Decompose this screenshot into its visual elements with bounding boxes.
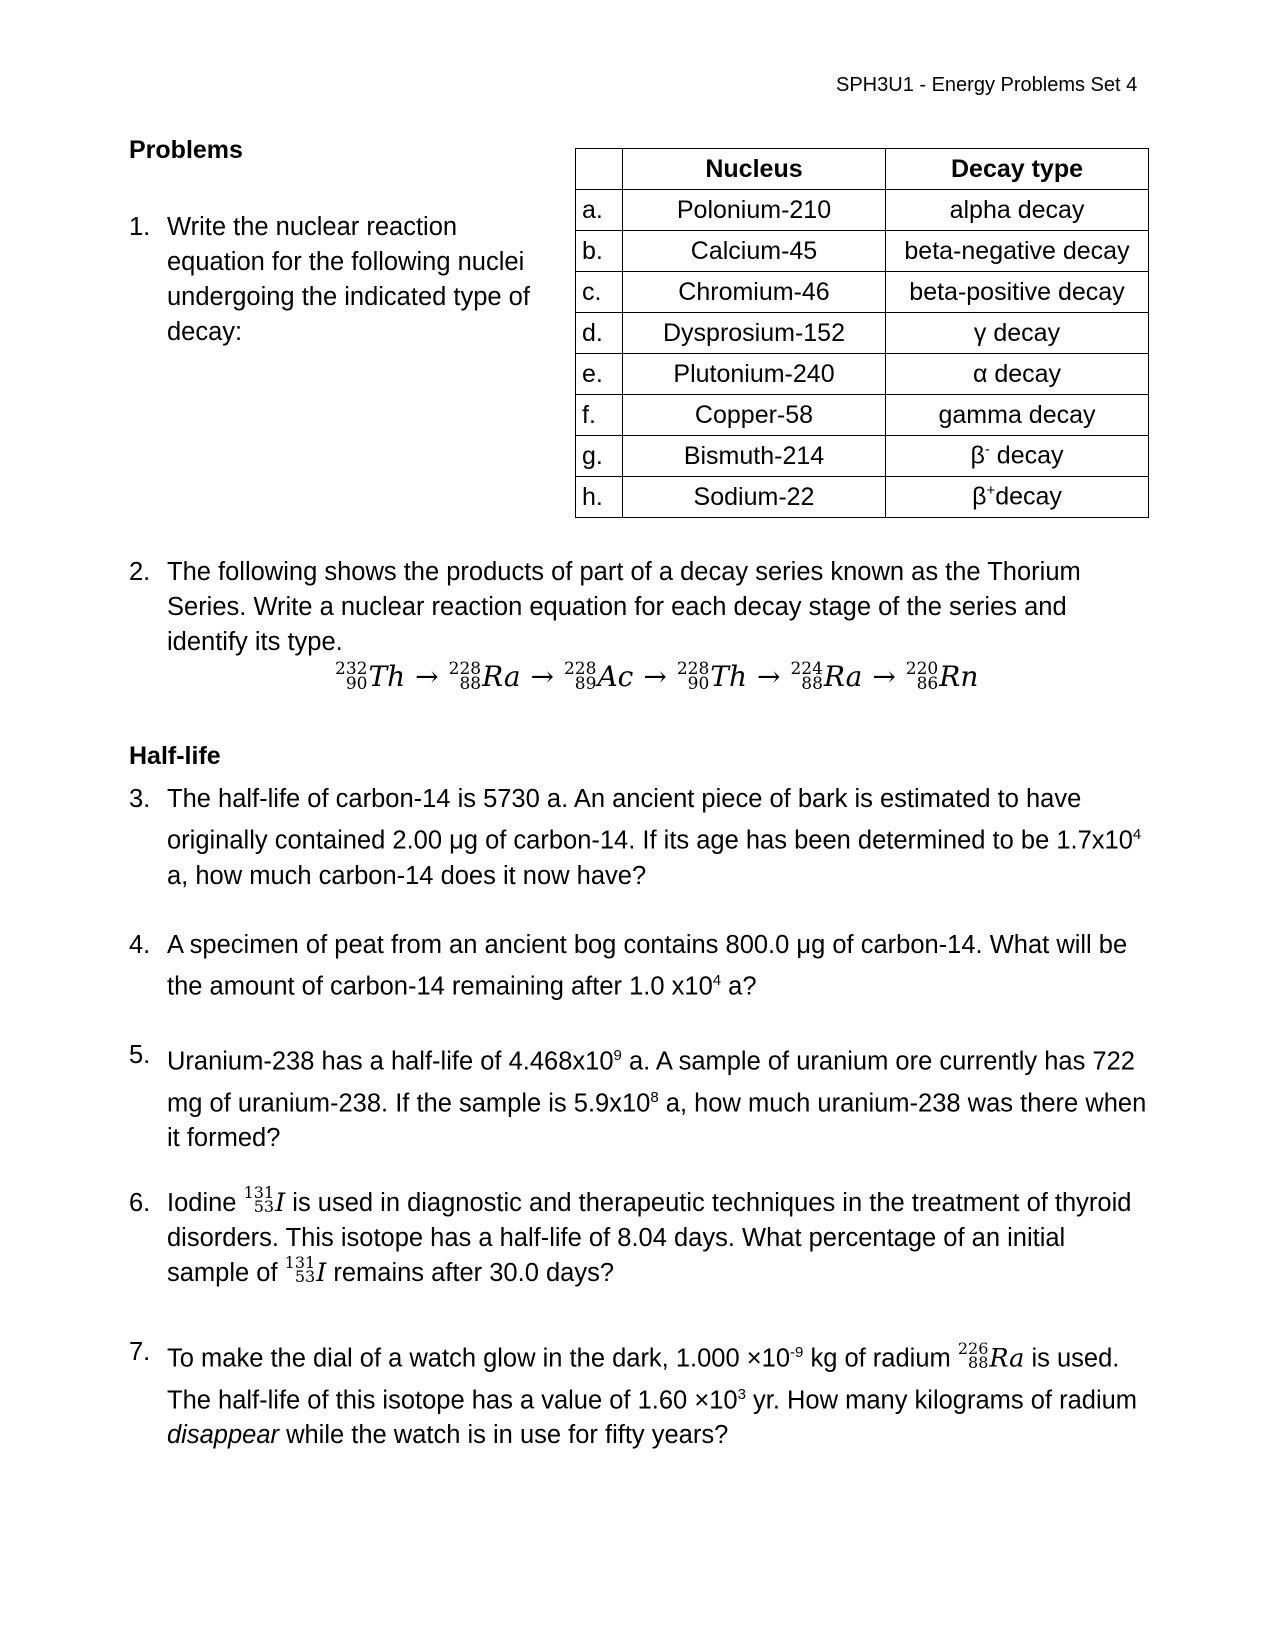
atomic-number: 90 — [345, 673, 368, 694]
atomic-number: 53 — [253, 1197, 275, 1217]
table-row — [576, 436, 1149, 477]
text-part: a. A sample of uranium ore currently has 722 mg of uranium-238. If the sample is 5.9x10 — [167, 1047, 1135, 1117]
row-letter: b. — [576, 231, 623, 272]
nuclide — [335, 660, 405, 694]
question-number: 4. — [129, 931, 151, 959]
question-text — [167, 1335, 1149, 1453]
atomic-number: 89 — [574, 673, 597, 694]
question-text — [167, 928, 1149, 1005]
arrow: → — [756, 660, 781, 693]
question-text — [167, 1038, 1149, 1156]
decay-sup: + — [986, 482, 996, 500]
question-5 — [129, 1038, 1149, 1156]
element-symbol: Rn — [939, 660, 979, 693]
header-cell: Nucleus — [623, 149, 886, 190]
thorium-series-equation — [335, 660, 978, 694]
exponent: -9 — [790, 1344, 804, 1361]
mass-number: 226 — [957, 1338, 989, 1358]
mass-number: 224 — [790, 658, 823, 679]
decay-cell — [886, 477, 1149, 518]
decay-base: β — [970, 441, 985, 470]
element-symbol: I — [316, 1258, 327, 1288]
mass-number: 232 — [335, 658, 368, 679]
decay-cell: α decay — [886, 354, 1149, 395]
element-symbol: I — [275, 1188, 286, 1218]
row-letter: d. — [576, 313, 623, 354]
question-number: 1. — [129, 213, 151, 241]
arrow: → — [415, 660, 439, 693]
text-part: remains after 30.0 days? — [326, 1259, 614, 1287]
text-part: yr. How many kilograms of radium — [745, 1386, 1138, 1414]
nucleus-cell: Bismuth-214 — [623, 436, 886, 477]
decay-cell: gamma decay — [886, 395, 1149, 436]
exponent: 4 — [712, 972, 722, 989]
row-letter: f. — [576, 395, 623, 436]
question-text: Write the nuclear reaction equation for the following nuclei undergoing the indicated type of decay: — [167, 213, 530, 346]
arrow: → — [530, 660, 554, 693]
question-7 — [129, 1335, 1149, 1453]
nuclide — [564, 660, 633, 694]
atomic-number: 86 — [916, 673, 939, 694]
text-part: while the watch is in use for fifty years? — [279, 1421, 729, 1449]
row-letter: c. — [576, 272, 623, 313]
question-1 — [129, 210, 559, 350]
question-3 — [129, 782, 1149, 894]
nuclide — [790, 660, 862, 694]
decay-base: β — [972, 482, 987, 511]
header-cell — [576, 149, 623, 190]
element-symbol: Ac — [597, 660, 634, 693]
nucleus-cell: Copper-58 — [623, 395, 886, 436]
nucleus-cell: Plutonium-240 — [623, 354, 886, 395]
section-heading-half-life: Half-life — [129, 742, 221, 770]
nucleus-cell: Sodium-22 — [623, 477, 886, 518]
nucleus-cell: Chromium-46 — [623, 272, 886, 313]
text-part: is used in diagnostic and therapeutic techniques in the treatment of thyroid disorders. This isotope has a half-life of 8.04 days. What percentage of an initial sample of — [167, 1189, 1132, 1287]
exponent: 4 — [1132, 826, 1142, 843]
question-4 — [129, 928, 1149, 1005]
emphasis-text: disappear — [167, 1421, 279, 1449]
nucleus-cell: Dysprosium-152 — [623, 313, 886, 354]
element-symbol: Ra — [823, 660, 863, 693]
row-letter: a. — [576, 190, 623, 231]
header-cell: Decay type — [886, 149, 1149, 190]
exponent: 9 — [613, 1047, 622, 1064]
mass-number: 228 — [563, 658, 597, 679]
question-number: 2. — [129, 558, 151, 586]
table-row — [576, 477, 1149, 518]
atomic-number: 88 — [968, 1352, 989, 1372]
row-letter: h. — [576, 477, 623, 518]
decay-table — [575, 148, 1149, 518]
table-row — [576, 272, 1149, 313]
element-symbol: Ra — [482, 660, 521, 693]
isotope-notation — [284, 1253, 316, 1287]
text-part: a, how much uranium-238 was there when it formed? — [167, 1089, 1147, 1152]
question-text — [167, 782, 1149, 894]
isotope-notation — [957, 1338, 989, 1372]
decay-tail: decay — [989, 441, 1064, 470]
decay-tail: decay — [995, 482, 1062, 511]
element-symbol: Th — [710, 660, 747, 693]
text-part: a, how much carbon-14 does it now have? — [167, 861, 647, 890]
mass-number: 228 — [676, 658, 710, 679]
row-letter: g. — [576, 436, 623, 477]
mass-number: 220 — [905, 658, 939, 679]
decay-cell — [886, 436, 1149, 477]
exponent: 8 — [650, 1088, 659, 1106]
question-text — [167, 1183, 1149, 1291]
mass-number: 131 — [243, 1183, 275, 1203]
decay-cell: beta-negative decay — [886, 231, 1149, 272]
decay-cell: alpha decay — [886, 190, 1149, 231]
table-row — [576, 313, 1149, 354]
atomic-number: 88 — [459, 673, 482, 694]
question-text: The following shows the products of part of a decay series known as the Thorium Series. Write a nuclear reaction equation for each decay stage of the series and identify its type. — [167, 558, 1081, 656]
page-header: SPH3U1 - Energy Problems Set 4 — [836, 74, 1138, 96]
arrow: → — [872, 660, 896, 693]
table-row — [576, 231, 1149, 272]
decay-cell: γ decay — [886, 313, 1149, 354]
element-symbol: Th — [368, 660, 406, 693]
exponent: 3 — [737, 1385, 746, 1403]
table-row — [576, 354, 1149, 395]
text-part: kg of radium — [803, 1344, 958, 1373]
question-2 — [129, 555, 1149, 660]
text-part: To make the dial of a watch glow in the dark, 1.000 ×10 — [167, 1344, 791, 1373]
table-row — [576, 190, 1149, 231]
table-row — [576, 395, 1149, 436]
element-symbol: Ra — [989, 1343, 1025, 1374]
nuclide — [677, 660, 747, 694]
atomic-number: 53 — [294, 1267, 316, 1287]
question-6 — [129, 1183, 1149, 1291]
text-part: Uranium-238 has a half-life of 4.468x10 — [167, 1047, 614, 1076]
text-part: The half-life of carbon-14 is 5730 a. An ancient piece of bark is estimated to have originally contained 2.00 μg of carbon-14. If its age has been determined to be 1.7x10 — [167, 785, 1133, 855]
atomic-number: 90 — [687, 673, 710, 694]
atomic-number: 88 — [801, 673, 823, 694]
text-part: A specimen of peat from an ancient bog contains 800.0 μg of carbon-14. What will be the amount of carbon-14 remaining after 1.0 x10 — [167, 931, 1128, 1001]
row-letter: e. — [576, 354, 623, 395]
mass-number: 228 — [448, 658, 482, 679]
decay-cell: beta-positive decay — [886, 272, 1149, 313]
isotope-notation — [243, 1183, 275, 1217]
nuclide — [906, 660, 979, 694]
question-number: 6. — [129, 1189, 151, 1217]
text-part: Iodine — [167, 1189, 244, 1217]
arrow: → — [643, 660, 667, 693]
nucleus-cell: Calcium-45 — [623, 231, 886, 272]
text-part: is used. The half-life of this isotope has a value of 1.60 ×10 — [167, 1344, 1120, 1414]
nucleus-cell: Polonium-210 — [623, 190, 886, 231]
decay-sup: - — [984, 441, 990, 459]
section-heading-problems: Problems — [129, 136, 243, 164]
question-number: 3. — [129, 785, 151, 813]
question-number: 7. — [129, 1338, 151, 1366]
nuclide — [449, 660, 521, 694]
question-number: 5. — [129, 1041, 151, 1069]
text-part: a? — [721, 972, 757, 1001]
mass-number: 131 — [284, 1253, 316, 1273]
table-header-row — [576, 149, 1149, 190]
